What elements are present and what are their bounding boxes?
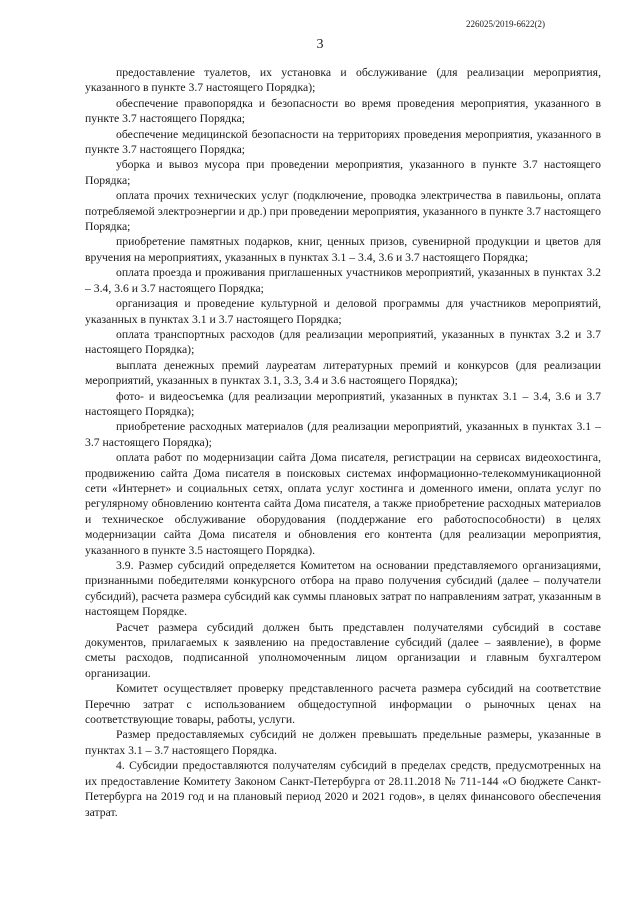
paragraph: оплата транспортных расходов (для реализации мероприятий, указанных в пунктах 3.2 и 3.7 настоящего Порядка); [85,327,601,357]
paragraph: 4. Субсидии предоставляются получателям субсидий в пределах средств, предусмотренных на их предоставление Комитету Законом Санкт-Петербурга от 28.11.2018 № 711-144 «О бюджете Санкт-Петербурга на 2019 год и на плановый период 2020 и 2021 годов», в целях финансового обеспечения затрат. [85,759,601,819]
paragraph: фото- и видеосъемка (для реализации мероприятий, указанных в пунктах 3.1 – 3.4, 3.6 и 3.7 настоящего Порядка); [85,389,601,418]
paragraph: приобретение памятных подарков, книг, ценных призов, сувенирной продукции и цветов для вручения на мероприятиях, указанных в пунктах 3.1 – 3.4, 3.6 и 3.7 настоящего Порядка; [85,235,601,264]
paragraph: Размер предоставляемых субсидий не должен превышать предельные размеры, указанные в пунктах 3.1 – 3.7 настоящего Порядка. [85,728,601,757]
paragraph: уборка и вывоз мусора при проведении мероприятия, указанного в пункте 3.7 настоящего Порядка; [85,158,601,187]
paragraph: 3.9. Размер субсидий определяется Комитетом на основании представляемого организациями, признанными победителями конкурсного отбора на право получения субсидий (далее – получатели субсидий), расчета размера субсидий как суммы плановых затрат по направлениям затрат, указанным в настоящем Порядке. [85,559,601,619]
paragraph: обеспечение медицинской безопасности на территориях проведения мероприятия, указанного в пункте 3.7 настоящего Порядка; [85,127,601,157]
paragraph: Расчет размера субсидий должен быть представлен получателями субсидий в составе документов, прилагаемых к заявлению на предоставление субсидий (далее – заявление), в форме сметы расходов, подписанной уполномоченным лицом организации и главным бухгалтером организации. [85,620,601,680]
paragraph: обеспечение правопорядка и безопасности во время проведения мероприятия, указанного в пункте 3.7 настоящего Порядка; [85,96,601,126]
paragraph: предоставление туалетов, их установка и обслуживание (для реализации мероприятия, указанного в пункте 3.7 настоящего Порядка); [85,66,601,95]
paragraph: выплата денежных премий лауреатам литературных премий и конкурсов (для реализации мероприятий, указанных в пунктах 3.1, 3.3, 3.4 и 3.6 настоящего Порядка); [85,358,601,388]
paragraph: приобретение расходных материалов (для реализации мероприятий, указанных в пунктах 3.1 – 3.7 настоящего Порядка); [85,420,601,449]
paragraph: оплата проезда и проживания приглашенных участников мероприятий, указанных в пунктах 3.2 – 3.4, 3.6 и 3.7 настоящего Порядка; [85,266,601,295]
paragraph: Комитет осуществляет проверку представленного расчета размера субсидий на соответствие Перечню затрат с использованием общедоступной информации о рыночных ценах на соответствующие товары, работы, услуги. [85,682,601,727]
document-id: 226025/2019-6622(2) [466,19,545,29]
paragraph: организация и проведение культурной и деловой программы для участников мероприятий, указанных в пунктах 3.1 и 3.7 настоящего Порядка; [85,297,601,326]
paragraph: оплата прочих технических услуг (подключение, проводка электричества в павильоны, оплата потребляемой электроэнергии и др.) при проведении мероприятия, указанного в пункте 3.7 настоящего Порядка; [85,189,601,234]
page-number: 3 [316,37,324,52]
document-body [85,65,601,820]
paragraph: оплата работ по модернизации сайта Дома писателя, регистрации на сервисах видеохостинга, продвижению сайта Дома писателя в поисковых системах информационно-телекоммуникационной сети «Интернет» и социальных сетях, оплата услуг хостинга и доменного имени, оплата услуг по регулярному обновлению контента сайта Дома писателя, а также приобретение расходных материалов и техническое обслуживание оборудования (поддержание его работоспособности) в целях модернизации сайта Дома писателя и обновления его контента (для реализации мероприятия, указанного в пункте 3.5 настоящего Порядка). [85,451,601,557]
